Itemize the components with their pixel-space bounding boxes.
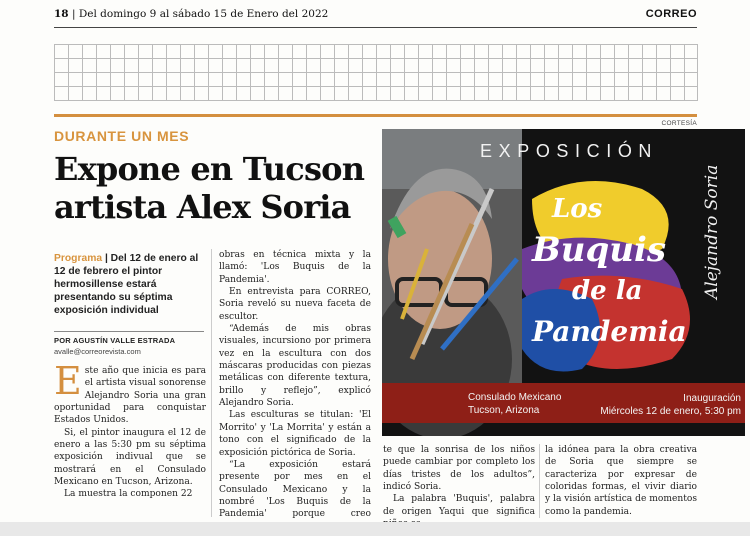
kicker: DURANTE UN MES: [54, 128, 190, 144]
photo-credit: CORTESÍA: [661, 120, 697, 127]
paragraph: obras en técnica mixta y la llamó: 'Los Buquis de la Pandemia'.: [219, 250, 371, 285]
paragraph: la idónea para la obra creativa de Soria que siempre se caracteriza por expresar de coloridas formas, el vivir diario y la visión artística de momentos como la pandemia.: [545, 445, 697, 517]
deck-label: Programa: [54, 253, 103, 264]
headline-line-2: artista Alex Soria: [54, 188, 351, 226]
inauguration-date: Miércoles 12 de enero, 5:30 pm: [600, 406, 741, 417]
art-title-line-1: Los: [552, 194, 603, 224]
publication-name: CORREO: [645, 8, 697, 20]
headline-line-1: Expone en Tucson: [54, 150, 365, 188]
byline-email[interactable]: avalle@correorevista.com: [54, 347, 141, 356]
city: Tucson, Arizona: [468, 405, 540, 416]
header-rule: [54, 27, 697, 28]
exhibition-poster: [382, 129, 745, 436]
poster-location: [468, 391, 561, 417]
deck-text: | Del 12 de enero al 12 de febrero el pintor hermosillense estará presentando su séptima exposición individual: [54, 253, 199, 316]
body-column-2: [219, 249, 371, 533]
inauguration-label: Inauguración: [683, 393, 741, 404]
drop-cap: E: [54, 359, 82, 403]
deck: [54, 252, 206, 317]
page-number: 18: [54, 8, 69, 20]
column-divider: [211, 249, 212, 517]
paragraph: La palabra 'Buquis', palabra de origen Yaqui que significa: [383, 494, 535, 517]
paragraph: “Además de mis obras visuales, incursiono por primera vez en la escultura con dos máscaras producidas con piezas metálicas con diferente textura, brillo y reflejo”, explicó Alejandro Soria.: [219, 324, 371, 409]
paragraph: Si, el pintor inaugura el 12 de enero a las 5:30 pm su séptima exposición indivual que se mostrará en el Consulado Mexicano en Tucson, Arizona.: [54, 427, 206, 488]
section-rule: [54, 114, 697, 117]
edition-date: | Del domingo 9 al sábado 15 de Enero del 2022: [71, 8, 329, 20]
column-divider: [539, 444, 540, 518]
poster-inauguration: [600, 392, 741, 418]
paragraph: Este año que inicia es para el artista visual sonorense Alejandro Soria una gran oportunidad para conquistar Estados Unidos.: [54, 359, 206, 426]
paragraph: “La exposición estará presente por mes en el Consulado Mexicano y la nombré 'Los Buquis de la Pandemia' porque creo: [219, 459, 371, 520]
body-column-3: [383, 444, 535, 530]
venue: Consulado Mexicano: [468, 392, 562, 403]
body-column-1: [54, 359, 206, 501]
art-title-line-2: Buquis: [532, 230, 667, 270]
byline: POR AGUSTÍN VALLE ESTRADA: [54, 336, 176, 345]
byline-rule: [54, 331, 204, 332]
paragraph: La muestra la componen 22: [64, 489, 193, 500]
artist-signature: Alejandro Soria: [702, 164, 722, 299]
art-title-line-4: Pandemia: [532, 315, 687, 348]
paragraph: En entrevista para CORREO, Soria reveló su nueva faceta de escultor.: [219, 287, 371, 322]
paragraph: Las esculturas se titulan: 'El Morrito' y 'La Morrita' y están a tono con el significado de la exposición pictórica de Soria.: [219, 410, 371, 458]
art-title-line-3: de la: [572, 276, 643, 306]
headline: [54, 150, 384, 226]
poster-title: EXPOSICIÓN: [480, 141, 659, 161]
page-header: [54, 8, 697, 24]
body-column-4: [545, 444, 697, 518]
grid-band: [54, 44, 698, 101]
paragraph: te que la sonrisa de los niños puede cambiar por completo los días tristes de los adultos”, indicó Soria.: [383, 445, 535, 493]
page-bottom-edge: [0, 522, 750, 536]
